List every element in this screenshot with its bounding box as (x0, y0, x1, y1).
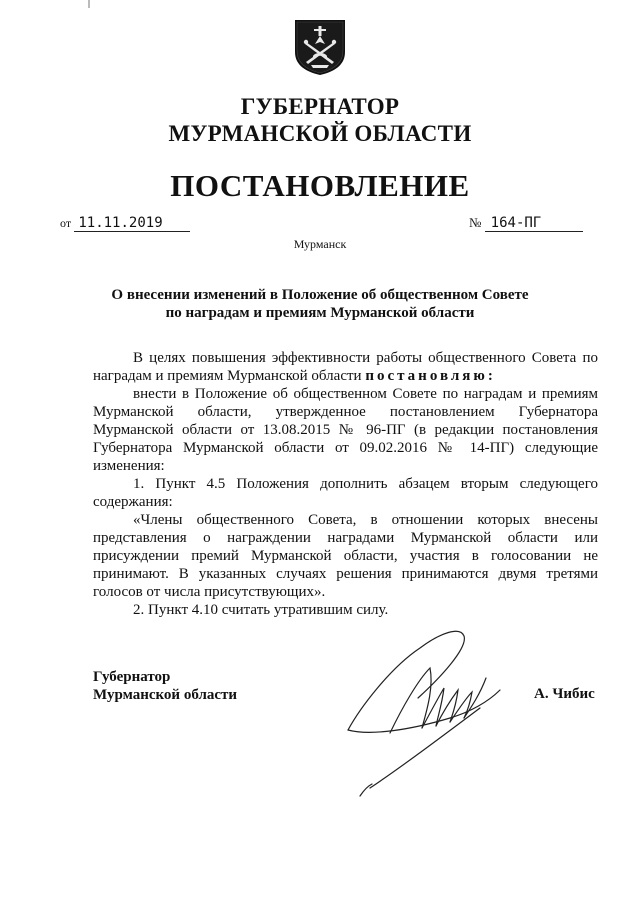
subject-line2: по наградам и премиям Мурманской области (165, 305, 475, 321)
body-paragraph-1 (93, 349, 598, 385)
issuer-title-line1: ГУБЕРНАТОР (240, 94, 400, 119)
issuer-title-line2: МУРМАНСКОЙ ОБЛАСТИ (168, 121, 472, 146)
date-field (60, 215, 190, 232)
signatory-position-line1: Губернатор (93, 669, 171, 685)
body-paragraph-5: 2. Пункт 4.10 считать утратившим силу. (133, 602, 389, 618)
handwritten-signature (330, 618, 510, 818)
document-subject (0, 286, 640, 322)
decree-keyword: постановляю: (365, 368, 496, 384)
signatory-position (93, 668, 237, 704)
body-paragraph-4: «Члены общественного Совета, в отношении которых внесены представления о награждении наградами Мурманской области или присуждении премий Мурманской области, участия в голосовании не принимают. В указанных случаях решения принимаются двумя третями голосов от числа присутствующих». (93, 512, 598, 600)
document-type-title: ПОСТАНОВЛЕНИЕ (170, 168, 470, 203)
date-value: 11.11.2019 (74, 215, 190, 232)
murmansk-coat-of-arms-icon (293, 18, 347, 76)
signatory-name: А. Чибис (534, 686, 595, 702)
number-field (469, 215, 583, 232)
subject-line1: О внесении изменений в Положение об общественном Совете (111, 287, 529, 303)
number-value: 164-ПГ (485, 215, 583, 232)
body-paragraph-2: внести в Положение об общественном Совете по наградам и премиям Мурманской области, утвержденное постановлением Губернатора Мурманской области от 13.08.2015 № 96-ПГ (в редакции постановления Губернатора Мурманской области от 09.02.2016 № 14-ПГ) следующие изменения: (93, 386, 598, 474)
date-prefix: от (60, 216, 72, 230)
city-label: Мурманск (293, 237, 347, 251)
body-paragraph-3: 1. Пункт 4.5 Положения дополнить абзацем вторым следующего содержания: (93, 476, 598, 510)
scan-mark (88, 0, 90, 8)
number-prefix: № (469, 215, 482, 230)
body-paragraph-1-text: В целях повышения эффективности работы общественного Совета по наградам и премиям Мурманской области (93, 350, 598, 384)
document-body (93, 349, 598, 619)
signatory-position-line2: Мурманской области (93, 687, 238, 703)
